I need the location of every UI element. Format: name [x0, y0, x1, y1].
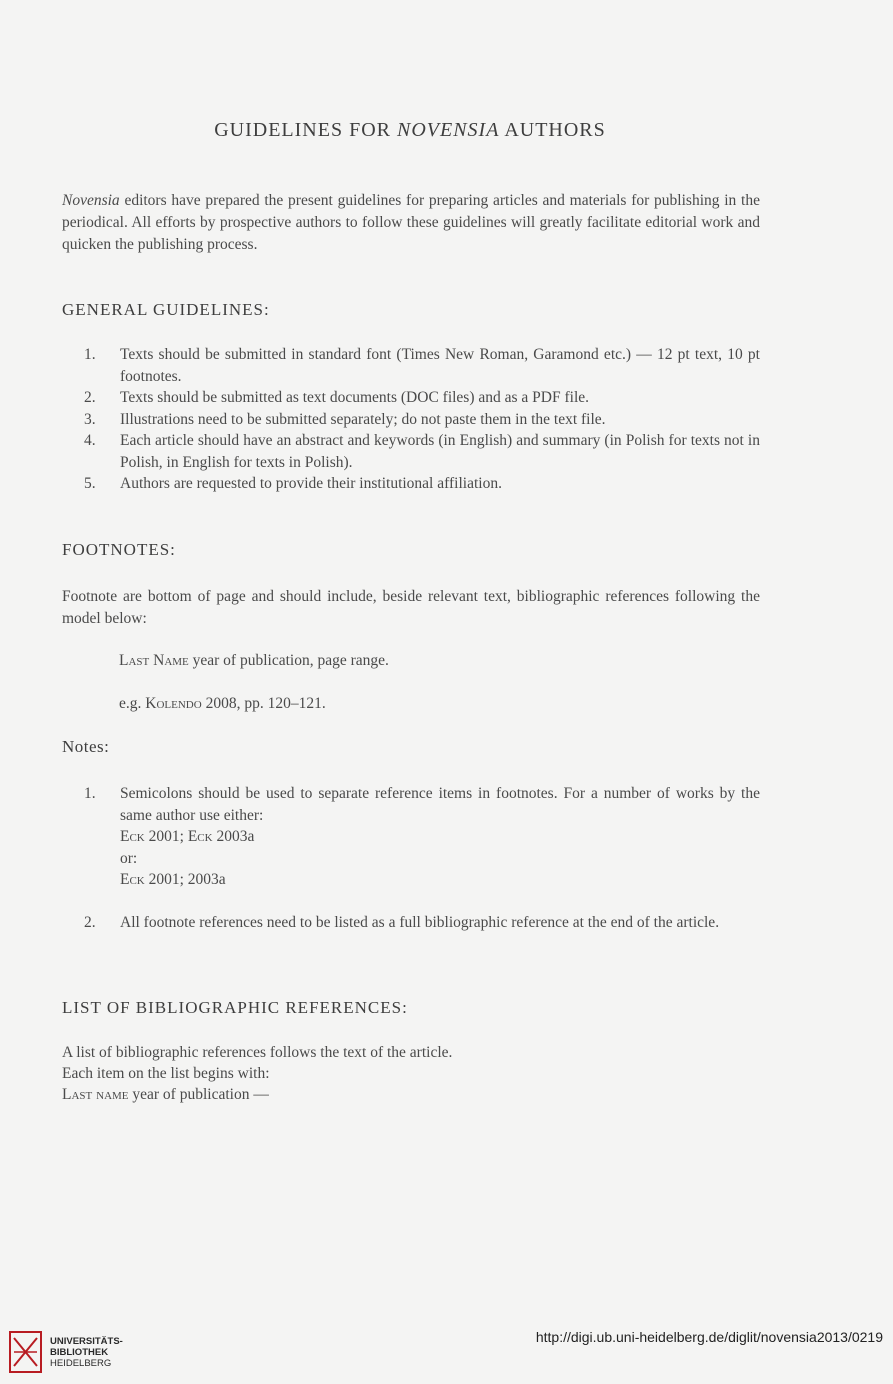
- list-item: 1. Texts should be submitted in standard font (Times New Roman, Garamond etc.) — 12 pt text, 10 pt footnotes.: [84, 346, 760, 385]
- list-item: 4. Each article should have an abstract and keywords (in English) and summary (in Polish for texts not in Polish, in English for texts in Polish).: [84, 432, 760, 471]
- notes-list: [62, 783, 760, 933]
- list-item: 2. All footnote references need to be listed as a full bibliographic reference at the end of the article.: [84, 913, 720, 931]
- list-item: 3. Illustrations need to be submitted separately; do not paste them in the text file.: [84, 410, 606, 428]
- general-guidelines-list: [62, 344, 760, 495]
- library-name: UNIVERSITÄTS- BIBLIOTHEK HEIDELBERG: [50, 1336, 123, 1369]
- bibliography-line: Each item on the list begins with:: [62, 1065, 270, 1082]
- bibliography-line: A list of bibliographic references follows the text of the article.: [62, 1044, 453, 1061]
- list-item: 1. Semicolons should be used to separate reference items in footnotes. For a number of works by the same author use either: Eck 2001; Eck 2003a or: Eck 2001; 2003a: [84, 785, 760, 888]
- bibliography-line: Last name year of publication —: [62, 1086, 269, 1103]
- page-title: GUIDELINES FOR NOVENSIA AUTHORS: [214, 119, 606, 141]
- list-item: 2. Texts should be submitted as text documents (DOC files) and as a PDF file.: [84, 389, 590, 406]
- footnote-model: Last Name year of publication, page range.: [119, 652, 389, 669]
- footnotes-paragraph: Footnote are bottom of page and should include, beside relevant text, bibliographic references following the model below:: [62, 588, 760, 627]
- notes-heading: Notes:: [62, 737, 110, 756]
- intro-paragraph: Novensia editors have prepared the present guidelines for preparing articles and materials for publishing in the periodical. All efforts by prospective authors to follow these guidelines will greatly facilitate editorial work and quicken the publishing process.: [62, 192, 760, 253]
- library-logo-icon: [8, 1330, 43, 1374]
- list-item: 5. Authors are requested to provide their institutional affiliation.: [84, 475, 502, 492]
- source-url-link[interactable]: http://digi.ub.uni-heidelberg.de/diglit/novensia2013/0219: [535, 1329, 883, 1345]
- general-guidelines-heading: GENERAL GUIDELINES:: [62, 300, 270, 319]
- bibliography-heading: LIST OF BIBLIOGRAPHIC REFERENCES:: [62, 998, 408, 1017]
- footnote-example: e.g. Kolendo 2008, pp. 120–121.: [119, 695, 326, 712]
- footnotes-heading: FOOTNOTES:: [62, 540, 176, 559]
